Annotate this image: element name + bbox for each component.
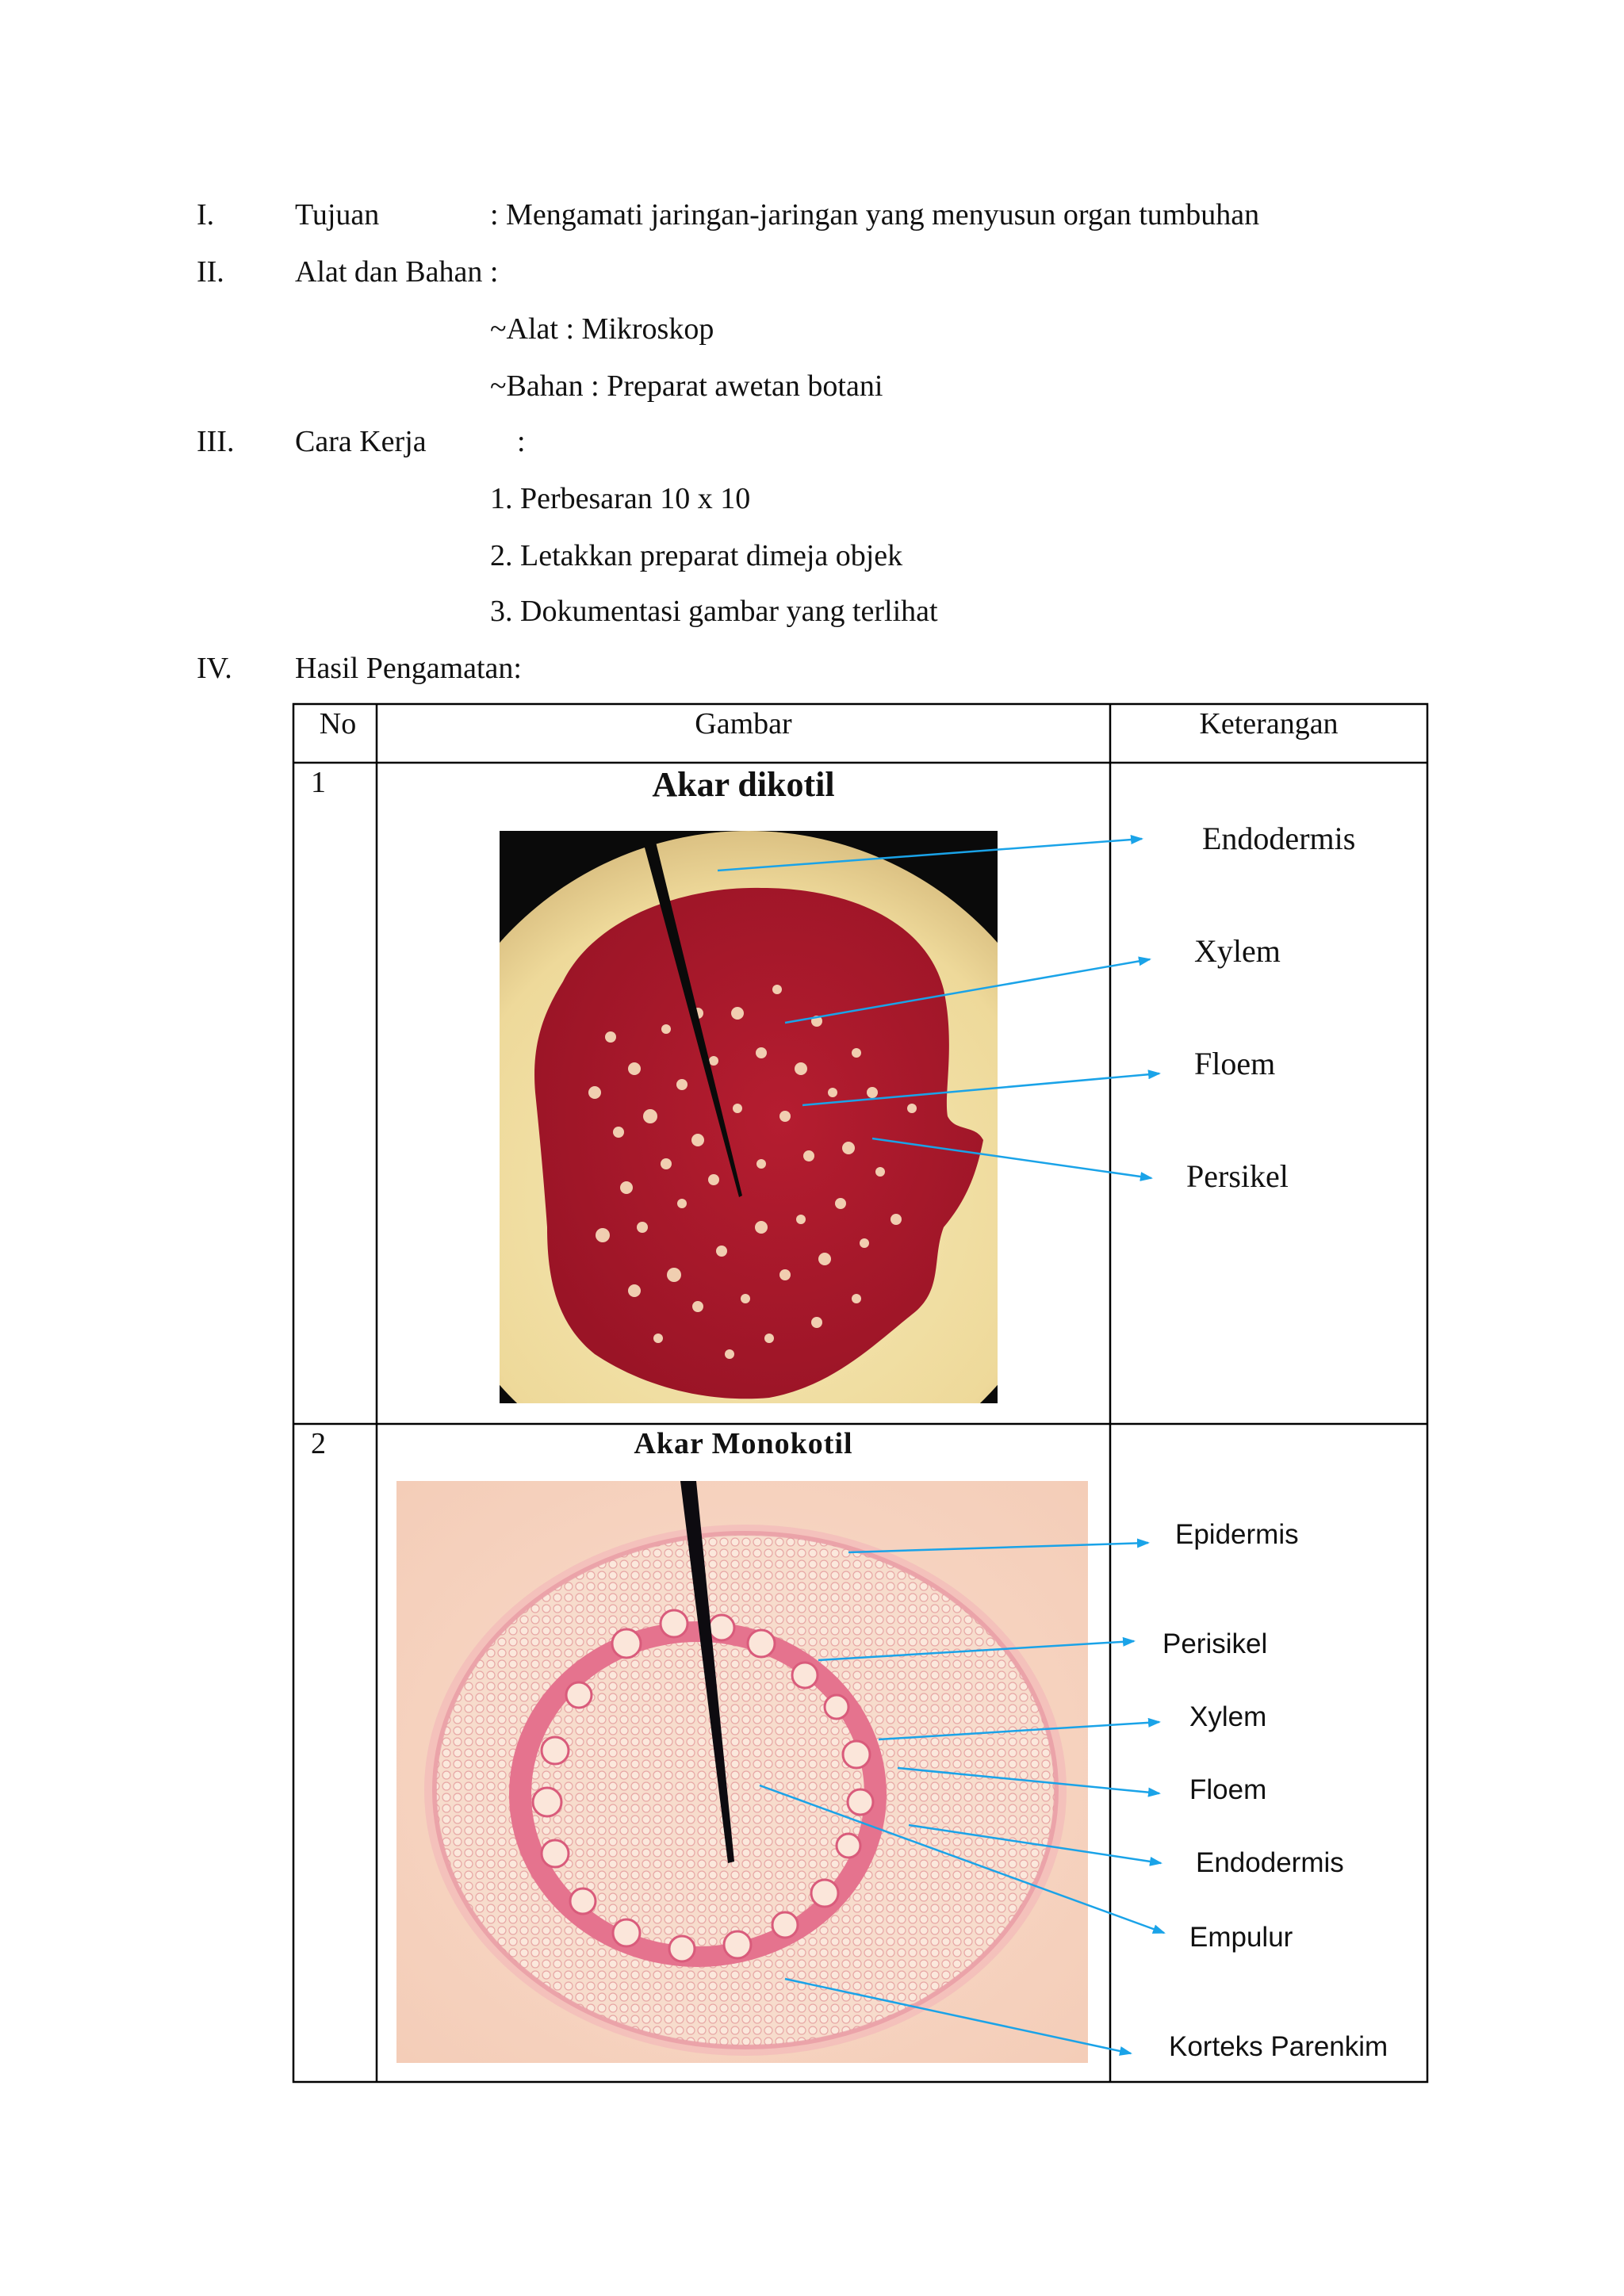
- section-2-alat: ~Alat : Mikroskop: [490, 312, 714, 346]
- arrow-epidermis-2: [848, 1543, 1148, 1552]
- arrow-floem-1: [802, 1073, 1159, 1105]
- arrow-endodermis-2: [909, 1825, 1161, 1863]
- label-endodermis-1: Endodermis: [1202, 821, 1356, 856]
- row-2-title: Akar Monokotil: [634, 1427, 853, 1460]
- section-1-label: Tujuan: [295, 198, 380, 232]
- section-2-bahan: ~Bahan : Preparat awetan botani: [490, 369, 883, 403]
- arrow-xylem-2: [879, 1722, 1159, 1739]
- section-4-label: Hasil Pengamatan:: [295, 652, 522, 685]
- label-xylem-2: Xylem: [1189, 1701, 1267, 1732]
- section-3-label: Cara Kerja: [295, 425, 427, 458]
- section-1-text: : Mengamati jaringan-jaringan yang menyusun organ tumbuhan: [490, 198, 1260, 232]
- arrow-endodermis-1: [718, 839, 1142, 871]
- label-floem-2: Floem: [1189, 1774, 1267, 1805]
- label-xylem-1: Xylem: [1194, 933, 1281, 969]
- arrow-empulur-2: [760, 1785, 1164, 1933]
- step-2: 2. Letakkan preparat dimeja objek: [490, 539, 903, 572]
- header-gambar: Gambar: [695, 707, 792, 740]
- header-no: No: [319, 707, 357, 740]
- arrow-persikel-1: [872, 1138, 1151, 1178]
- section-4-number: IV.: [197, 652, 232, 685]
- section-3-number: III.: [197, 425, 235, 458]
- step-1: 1. Perbesaran 10 x 10: [490, 482, 751, 515]
- label-persikel-1: Persikel: [1186, 1158, 1289, 1194]
- row-1-number: 1: [311, 766, 326, 799]
- step-3: 3. Dokumentasi gambar yang terlihat: [490, 595, 938, 628]
- label-perisikel-2: Perisikel: [1162, 1628, 1268, 1659]
- label-empulur-2: Empulur: [1189, 1922, 1293, 1953]
- row-2-number: 2: [311, 1427, 326, 1460]
- section-3-colon: :: [517, 425, 526, 458]
- label-floem-1: Floem: [1194, 1046, 1276, 1081]
- header-keterangan: Keterangan: [1199, 707, 1339, 740]
- label-endodermis-2: Endodermis: [1196, 1847, 1344, 1878]
- section-1-number: I.: [197, 198, 215, 232]
- section-2-label: Alat dan Bahan :: [295, 255, 499, 289]
- arrow-korteks-2: [785, 1979, 1131, 2053]
- label-korteks-parenkim-2: Korteks Parenkim: [1169, 2031, 1388, 2062]
- label-epidermis-2: Epidermis: [1175, 1519, 1299, 1550]
- arrow-xylem-1: [785, 959, 1150, 1023]
- section-2-number: II.: [197, 255, 224, 289]
- arrow-perisikel-2: [818, 1641, 1134, 1660]
- arrow-floem-2: [898, 1768, 1159, 1793]
- row-1-title: Akar dikotil: [652, 765, 835, 804]
